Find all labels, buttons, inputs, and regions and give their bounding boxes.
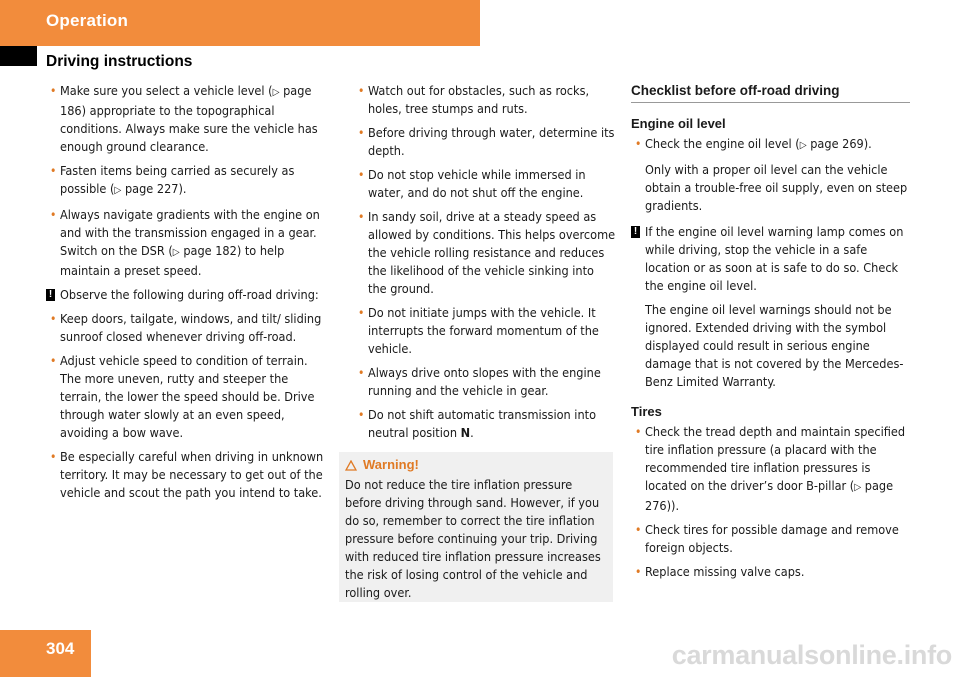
- list-item: • Do not shift automatic transmission into neutral position N.: [354, 406, 616, 442]
- page-pointer-triangle-icon: ▷: [854, 482, 862, 493]
- column-right: [631, 82, 910, 587]
- notice-exclamation-icon: !: [46, 289, 55, 301]
- warning-box: [339, 452, 613, 602]
- tires-heading: Tires: [631, 404, 662, 419]
- notice-exclamation-icon: !: [631, 226, 640, 238]
- page-pointer-triangle-icon: ▷: [272, 87, 280, 98]
- list-item: • Do not stop vehicle while immersed in water, and do not shut off the engine.: [354, 166, 616, 202]
- section-tab: [0, 0, 480, 46]
- page-reference: page 269: [810, 136, 864, 151]
- list-item: • Be especially careful when driving in unknown territory. It may be necessary to get out of the vehicle and scout the path you intend to take.: [46, 448, 328, 502]
- subsection-title: Driving instructions: [46, 53, 193, 70]
- paragraph: Only with a proper oil level can the vehicle obtain a trouble-free oil supply, even on steep gradients.: [645, 162, 908, 213]
- list-item: • In sandy soil, drive at a steady speed as allowed by conditions. This helps overcome the vehicle rolling resistance and reduces the likelihood of the vehicle sinking into the ground.: [354, 208, 616, 298]
- list-item: • Make sure you select a vehicle level (▷ page 186) appropriate to the topographical conditions. Always make sure the vehicle has enough ground clearance.: [46, 82, 328, 156]
- page-pointer-triangle-icon: ▷: [172, 247, 180, 258]
- list-item: • Check the engine oil level (▷ page 269).: [631, 135, 910, 155]
- header-marker-bar: [0, 46, 37, 66]
- list-item: • Watch out for obstacles, such as rocks, holes, tree stumps and ruts.: [354, 82, 616, 118]
- column-middle: [354, 82, 616, 448]
- checklist-title: Checklist before off-road driving: [631, 82, 910, 103]
- watermark: carmanualsonline.info: [671, 640, 952, 670]
- warning-heading: Warning!: [345, 456, 607, 474]
- page-reference: page 276: [645, 478, 894, 513]
- page-reference: page 227: [124, 181, 179, 196]
- list-item: • Before driving through water, determine its depth.: [354, 124, 616, 160]
- list-item: • Check tires for possible damage and remove foreign objects.: [631, 521, 910, 557]
- section-title: Operation: [46, 11, 129, 30]
- warning-text: Do not reduce the tire inflation pressure before driving through sand. However, if you do so, remember to correct the tire inflation pressure before continuing your trip. Driving with reduced tire inflation pressure increases the risk of losing control of the vehicle and rolling over.: [345, 477, 601, 600]
- column-left: [46, 82, 328, 508]
- list-item: • Do not initiate jumps with the vehicle. It interrupts the forward momentum of the vehicle.: [354, 304, 616, 358]
- list-item: • Always navigate gradients with the engine on and with the transmission engaged in a gear. Switch on the DSR (▷ page 182) to help maintain a preset speed.: [46, 206, 328, 280]
- page-number-tab: [0, 630, 91, 677]
- page-pointer-triangle-icon: ▷: [114, 185, 122, 196]
- engine-oil-heading: Engine oil level: [631, 116, 726, 131]
- notice: ! Observe the following during off-road driving:: [46, 286, 328, 304]
- warning-triangle-icon: [345, 460, 357, 471]
- page-reference: page 186: [60, 83, 312, 118]
- paragraph: The engine oil level warnings should not be ignored. Extended driving with the symbol displayed could result in serious engine damage that is not covered by the Mercedes-Benz Limited Warranty.: [645, 302, 904, 389]
- page-pointer-triangle-icon: ▷: [799, 140, 807, 151]
- page-number: 304: [46, 639, 75, 658]
- list-item: • Check the tread depth and maintain specified tire inflation pressure (a placard with the recommended tire inflation pressures is located on the driver’s door B-pillar (▷ page 276)).: [631, 423, 910, 515]
- list-item: • Fasten items being carried as securely as possible (▷ page 227).: [46, 162, 328, 200]
- notice: ! If the engine oil level warning lamp comes on while driving, stop the vehicle in a safe location or as soon at is safe to do so. Check the engine oil level.: [631, 223, 910, 295]
- list-item: • Always drive onto slopes with the engine running and the vehicle in gear.: [354, 364, 616, 400]
- list-item: • Adjust vehicle speed to condition of terrain. The more uneven, rutty and steeper the terrain, the lower the speed should be. Drive through water slowly at an even speed, avoiding a bow wave.: [46, 352, 328, 442]
- list-item: • Replace missing valve caps.: [631, 563, 910, 581]
- list-item: • Keep doors, tailgate, windows, and tilt/ sliding sunroof closed whenever driving off-road.: [46, 310, 328, 346]
- page-reference: page 182: [183, 243, 237, 258]
